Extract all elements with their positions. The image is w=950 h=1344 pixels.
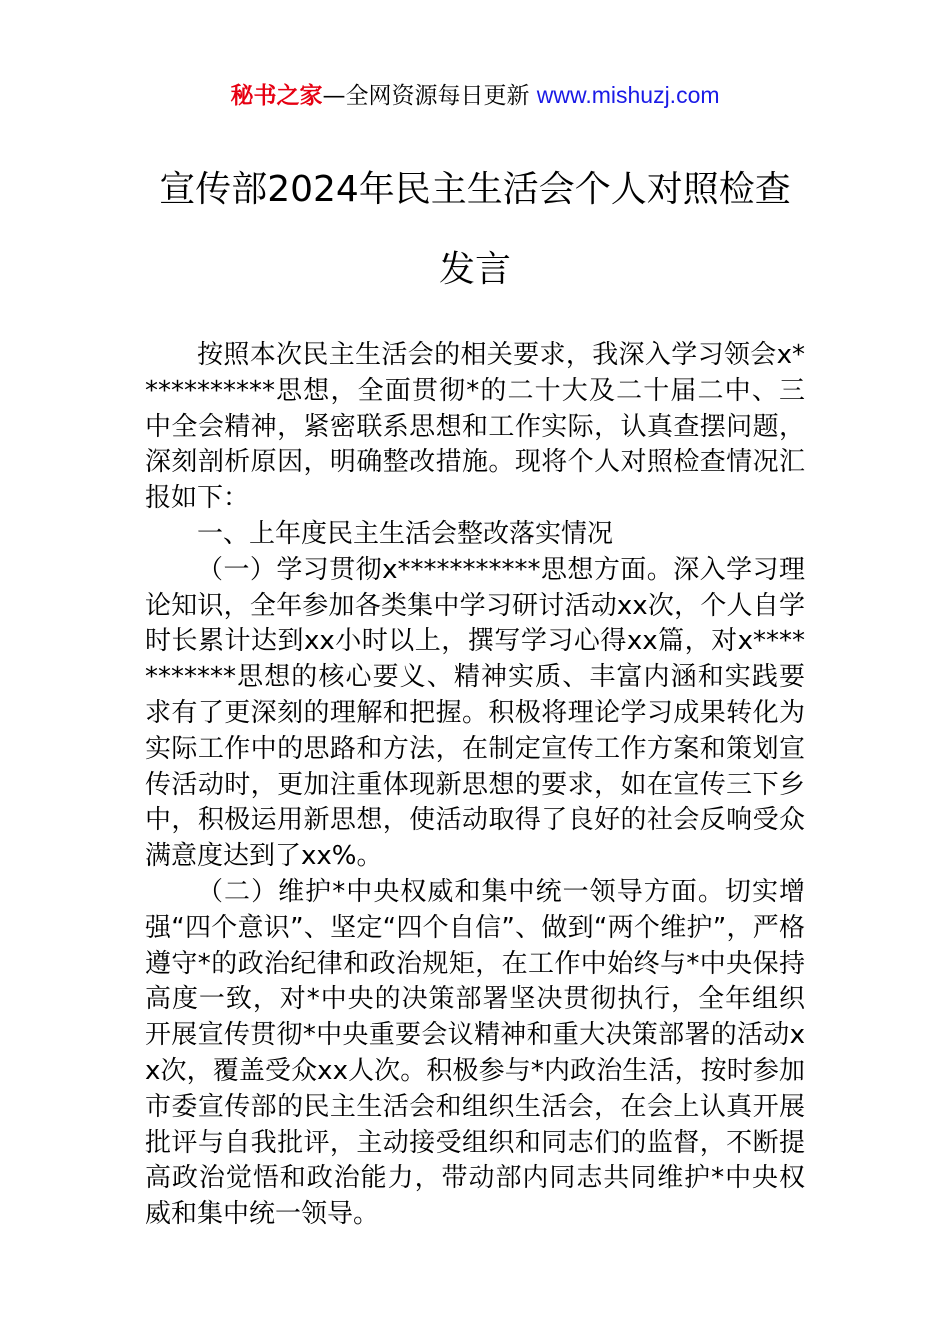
document-title [0,150,950,310]
site-url-link[interactable]: www.mishuzj.com [536,82,720,108]
intro-paragraph: 按照本次民主生活会的相关要求，我深入学习领会x***********思想，全面贯彻*的二十大及二十届二中、三中全会精神，紧密联系思想和工作实际，认真查摆问题，深刻剖析原因，明确整改措施。现将个人对照检查情况汇报如下： [145,340,805,514]
site-brand: 秘书之家 [230,83,323,109]
document-title-line-1: 宣传部2024年民主生活会个人对照检查 [159,169,791,210]
subsection-paragraph-2: （二）维护*中央权威和集中统一领导方面。切实增强“四个意识”、坚定“四个自信”、做到“两个维护”，严格遵守*的政治纪律和政治规矩，在工作中始终与*中央保持高度一致，对*中央的决策部署坚决贯彻执行，全年组织开展宣传贯彻*中央重要会议精神和重大决策部署的活动xx次，覆盖受众xx人次。积极参与*内政治生活，按时参加市委宣传部的民主生活会和组织生活会，在会上认真开展批评与自我批评，主动接受组织和同志们的监督，不断提高政治觉悟和政治能力，带动部内同志共同维护*中央权威和集中统一领导。 [145,876,805,1230]
site-header [0,78,950,113]
document-body [145,338,805,1233]
document-title-line-2: 发言 [438,249,511,290]
site-slogan: —全网资源每日更新 [322,83,537,109]
section-heading-1: 一、上年度民主生活会整改落实情况 [197,518,614,549]
subsection-paragraph-1: （一）学习贯彻x***********思想方面。深入学习理论知识，全年参加各类集中学习研讨活动xx次，个人自学时长累计达到xx小时以上，撰写学习心得xx篇，对x***********思想的核心要义、精神实质、丰富内涵和实践要求有了更深刻的理解和把握。积极将理论学习成果转化为实际工作中的思路和方法，在制定宣传工作方案和策划宣传活动时，更加注重体现新思想的要求，如在宣传三下乡中，积极运用新思想，使活动取得了良好的社会反响受众满意度达到了xx%。 [145,554,805,872]
